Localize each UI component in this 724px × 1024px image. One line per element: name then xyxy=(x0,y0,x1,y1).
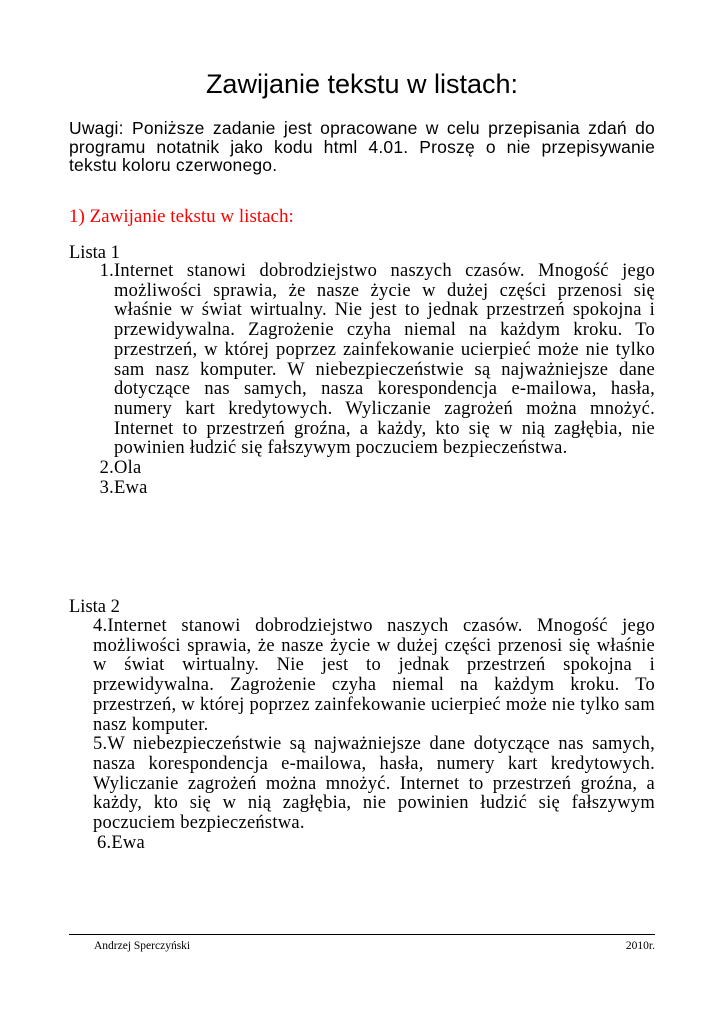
list-item-text: Ewa xyxy=(111,832,145,853)
list-item xyxy=(93,834,655,854)
list-item-number: 2. xyxy=(99,458,114,479)
list-item xyxy=(93,617,655,735)
list-1 xyxy=(89,262,655,498)
list-item xyxy=(89,479,655,499)
list-item xyxy=(93,735,655,834)
list-item xyxy=(89,459,655,479)
list-1-label: Lista 1 xyxy=(69,243,120,263)
footer-divider xyxy=(69,934,655,935)
page-title: Zawijanie tekstu w listach: xyxy=(205,69,519,99)
list-item-text: Internet stanowi dobrodziejstwo naszych czasów. Mnogość jego możliwości sprawia, że nasze życie w dużej części przenosi się właśnie w świat wirtualny. Nie jest to jednak przestrzeń spokojna i przewidywalna. Zagrożenie czyha niemal na każdym kroku. To przestrzeń, w której poprzez zainfekowanie ucierpieć może nie tylko sam nasz komputer. xyxy=(93,616,655,735)
list-2 xyxy=(93,617,655,853)
list-item-text: Ewa xyxy=(114,477,148,498)
list-item-text: Internet stanowi dobrodziejstwo naszych czasów. Mnogość jego możliwości sprawia, że nasze życie w dużej części przenosi się właśnie w świat wirtualny. Nie jest to jednak przestrzeń spokojna i przewidywalna. Zagrożenie czyha niemal na każdym kroku. To przestrzeń, w której poprzez zainfekowanie ucierpieć może nie tylko sam nasz komputer. W niebezpieczeństwie są najważniejsze dane dotyczące nas samych, nasza korespondencja e-mailowa, hasła, numery kart kredytowych. Wyliczanie zagrożeń można mnożyć. Internet to przestrzeń groźna, a każdy, kto się w nią zagłębia, nie powinien łudzić się fałszywym poczuciem bezpieczeństwa. xyxy=(114,261,655,459)
footer-year: 2010r. xyxy=(625,940,655,952)
list-item-number: 3. xyxy=(99,477,114,498)
list-item-number: 1. xyxy=(99,261,114,281)
list-item-number: 4. xyxy=(93,616,108,636)
list-item-number: 5. xyxy=(93,734,108,755)
list-2-label: Lista 2 xyxy=(69,597,120,617)
section-heading: 1) Zawijanie tekstu w listach: xyxy=(69,206,294,227)
list-item-number: 6. xyxy=(97,832,112,853)
list-item-text: Ola xyxy=(114,458,142,479)
list-item xyxy=(89,262,655,459)
list-item-text: W niebezpieczeństwie są najważniejsze dane dotyczące nas samych, nasza korespondencja e-mailowa, hasła, numery kart kredytowych. Wyliczanie zagrożeń można mnożyć. Internet to przestrzeń groźna, a każdy, kto się w nią zagłębia, nie powinien łudzić się fałszywym poczuciem bezpieczeństwa. xyxy=(93,734,655,834)
notes-paragraph: Uwagi: Poniższe zadanie jest opracowane w celu przepisania zdań do programu notatnik jako kodu html 4.01. Proszę o nie przepisywanie tekstu koloru czerwonego. xyxy=(69,118,655,176)
footer-author: Andrzej Sperczyński xyxy=(94,940,191,952)
